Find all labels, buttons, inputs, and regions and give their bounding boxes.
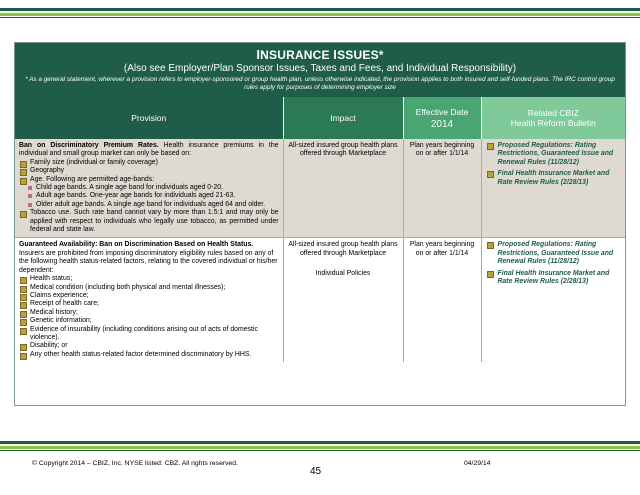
list-item: Geography (19, 167, 279, 175)
list-item: Claims experience; (19, 292, 279, 300)
list-item: Any other health status-related factor determined discriminatory by HHS. (19, 351, 279, 359)
list-item: Receipt of health care; (19, 300, 279, 308)
list-item: Genetic information; (19, 317, 279, 325)
list-item: Tobacco use. Such rate band cannot vary by more than 1.5:1 and may only be applied with respect to individuals who legally use tobacco, as permitted under federal and state law. (19, 209, 279, 234)
age-band-sub-bullets (19, 184, 279, 209)
column-header-effective-date: Effective Date 2014 (403, 97, 481, 139)
list-item: Health status; (19, 275, 279, 283)
list-item: Family size (individual or family coverage) (19, 159, 279, 167)
provision-bullets (19, 209, 279, 234)
list-item: Adult age bands. One-year age bands for individuals aged 21-63. (27, 192, 279, 200)
column-header-impact: Impact (283, 97, 403, 139)
insurance-issues-table (15, 97, 625, 362)
table-header-row (15, 97, 625, 139)
table-row (15, 238, 625, 362)
provision-bullets (19, 159, 279, 184)
page-subtitle: (Also see Employer/Plan Sponsor Issues, Taxes and Fees, and Individual Responsibility) (123, 63, 517, 74)
column-header-provision: Provision (15, 97, 283, 139)
bulletin-link[interactable]: Final Health Insurance Market and Rate Review Rules (2/28/13) (486, 270, 622, 287)
list-item: Older adult age bands. A single age band for individuals aged 64 and older. (27, 201, 279, 209)
footer-date: 04/29/14 (464, 460, 491, 467)
provision-cell (15, 139, 283, 238)
table-row (15, 139, 625, 238)
effective-date-cell: Plan years beginning on or after 1/1/14 (403, 139, 481, 238)
general-statement-note: * As a general statement, wherever a provision refers to employer-sponsored or group health plan, unless otherwise indicated, the provision applies to both insured and self-funded plans. The IRC control group rules apply for purposes of determining employer size (25, 76, 615, 91)
copyright-notice: © Copyright 2014 – CBIZ, Inc. NYSE listed: CBZ. All rights reserved. (32, 460, 238, 467)
provision-bullets (19, 275, 279, 359)
impact-secondary: Individual Policies (315, 270, 371, 278)
panel-header (15, 43, 625, 97)
provision-intro: Guaranteed Availability: Ban on Discrimination Based on Health Status. Insurers are prohibited from imposing discriminatory eligibility rules based on any of the following health status-related factors, relating to the covered individual or his/her dependent: (19, 241, 278, 274)
impact-cell: All-sized insured group health plans offered through Marketplace Individual Policies (283, 238, 403, 362)
related-bulletin-cell (481, 238, 625, 362)
list-item: Age. Following are permitted age-bands: (19, 176, 279, 184)
bulletin-link[interactable]: Proposed Regulations: Rating Restrictions, Guaranteed Issue and Renewal Rules (11/28/12) (486, 241, 622, 266)
list-item: Evidence of insurability (including conditions arising out of acts of domestic violence). (19, 326, 279, 343)
bulletin-link[interactable]: Proposed Regulations: Rating Restrictions, Guaranteed Issue and Renewal Rules (11/28/12) (486, 142, 622, 167)
related-bulletin-cell (481, 139, 625, 238)
effective-date-cell: Plan years beginning on or after 1/1/14 (403, 238, 481, 362)
list-item: Child age bands. A single age band for individuals aged 0-20. (27, 184, 279, 192)
top-decorative-stripes (0, 8, 640, 18)
page-title: INSURANCE ISSUES* (256, 47, 384, 62)
column-header-related-bulletin: Related CBIZ Health Reform Bulletin (481, 97, 625, 139)
list-item: Medical condition (including both physical and mental illnesses); (19, 284, 279, 292)
provision-cell (15, 238, 283, 362)
bulletin-link[interactable]: Final Health Insurance Market and Rate Review Rules (2/28/13) (486, 170, 622, 187)
list-item: Medical history; (19, 309, 279, 317)
impact-cell: All-sized insured group health plans offered through Marketplace (283, 139, 403, 238)
page-number: 45 (310, 466, 322, 477)
bottom-decorative-stripes (0, 441, 640, 451)
insurance-issues-panel (14, 42, 626, 406)
list-item: Disability; or (19, 342, 279, 350)
provision-intro: Ban on Discriminatory Premium Rates. Health insurance premiums in the individual and small group market can only be based on: (19, 142, 279, 158)
